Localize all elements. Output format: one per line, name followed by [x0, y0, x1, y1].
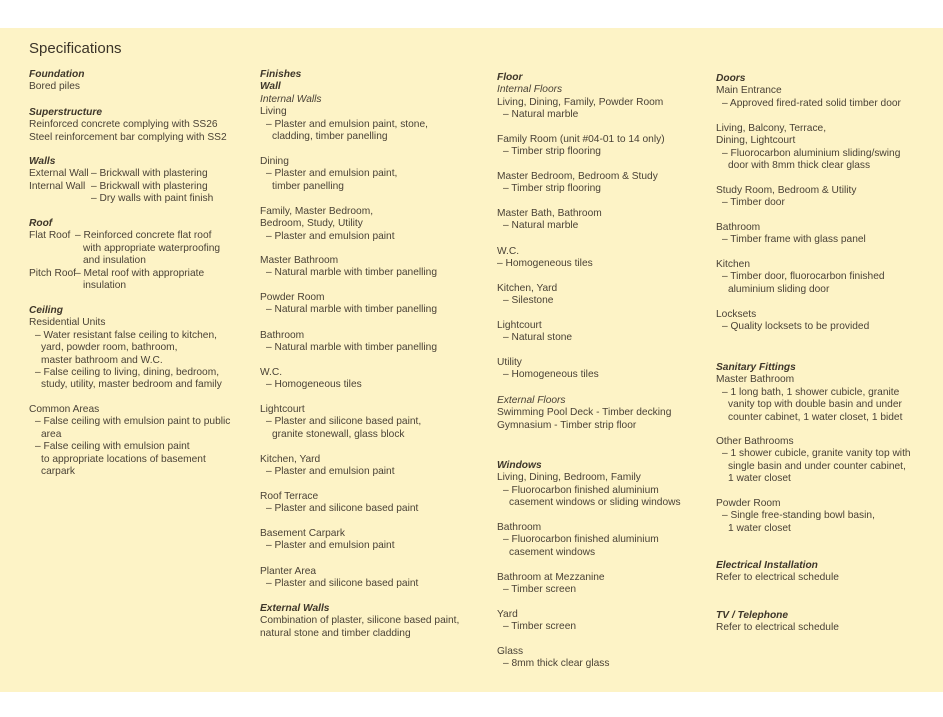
electrical-heading: Electrical Installation — [716, 560, 818, 571]
section-electrical — [716, 560, 839, 585]
finish-planter — [260, 566, 418, 591]
section-superstructure — [29, 107, 227, 144]
window-line: – Timber screen — [503, 584, 577, 596]
finish-roof-terrace — [260, 491, 418, 516]
room-label: Powder Room — [260, 292, 325, 303]
finishes-heading: Finishes — [260, 69, 302, 80]
sanitary-heading: Sanitary Fittings — [716, 362, 796, 373]
room-label: W.C. — [497, 246, 520, 257]
floor-family-room — [497, 134, 665, 159]
door-line: – Timber door — [722, 197, 785, 209]
door-line: – Timber frame with glass panel — [722, 234, 866, 246]
room-label: Yard — [497, 609, 518, 620]
floor-line: Gymnasium - Timber strip floor — [497, 419, 637, 431]
external-walls-heading: External Walls — [260, 603, 330, 614]
ceiling-line: – False ceiling to living, dining, bedroom, — [35, 367, 220, 379]
section-foundation — [29, 69, 84, 94]
superstructure-heading: Superstructure — [29, 107, 103, 118]
ceiling-line: – False ceiling with emulsion paint — [35, 441, 190, 453]
sanitary-other — [716, 436, 911, 486]
room-label: Master Bathroom — [716, 374, 795, 386]
finish-master-bathroom — [260, 255, 437, 280]
room-label: Master Bathroom — [260, 255, 339, 266]
finish-wc — [260, 367, 362, 392]
sanitary-powder — [716, 498, 875, 535]
ceiling-line: carpark — [41, 466, 75, 478]
window-mezzanine — [497, 572, 605, 597]
floor-line: – Homogeneous tiles — [497, 258, 593, 270]
door-line: – Fluorocarbon aluminium sliding/swing — [722, 147, 901, 159]
internal-walls-subheading: Internal Walls — [260, 93, 322, 105]
room-label: Dining, Lightcourt — [716, 135, 796, 147]
finish-family — [260, 206, 395, 243]
room-label: Living, Dining, Bedroom, Family — [497, 472, 641, 484]
window-yard — [497, 609, 576, 634]
room-label: Bathroom — [260, 330, 305, 341]
sanitary-line: counter cabinet, 1 water closet, 1 bidet — [728, 411, 903, 423]
room-label: Other Bathrooms — [716, 436, 794, 447]
finish-line: Combination of plaster, silicone based paint, — [260, 615, 460, 627]
finish-kitchen — [260, 454, 395, 479]
room-label: Bathroom — [716, 222, 761, 233]
section-doors — [716, 73, 901, 110]
door-kitchen — [716, 259, 885, 296]
finish-line: – Plaster and emulsion paint — [266, 466, 395, 478]
ceiling-line: study, utility, master bedroom and family — [41, 379, 222, 391]
room-label: W.C. — [260, 367, 283, 378]
internal-wall-text: – Dry walls with paint finish — [91, 193, 214, 205]
ceiling-line: – Water resistant false ceiling to kitchen, — [35, 329, 217, 341]
external-wall-text: – Brickwall with plastering — [91, 168, 208, 180]
room-label: Family Room (unit #04-01 to 14 only) — [497, 134, 665, 145]
finish-line: granite stonewall, glass block — [272, 428, 405, 440]
floor-master-bath — [497, 208, 602, 233]
section-windows — [497, 460, 681, 510]
floor-line: – Natural marble — [503, 220, 579, 232]
door-study — [716, 185, 856, 210]
room-label: Living — [260, 106, 287, 118]
external-wall-label: External Wall — [29, 168, 89, 180]
doors-heading: Doors — [716, 73, 746, 84]
flat-roof-text: and insulation — [83, 255, 146, 267]
sanitary-line: 1 water closet — [728, 522, 791, 534]
finish-line: cladding, timber panelling — [272, 131, 388, 143]
section-finishes — [260, 69, 428, 143]
foundation-heading: Foundation — [29, 69, 85, 80]
door-line: aluminium sliding door — [728, 283, 830, 295]
door-line: – Quality locksets to be provided — [722, 321, 870, 333]
pitch-roof-text: – Metal roof with appropriate — [75, 267, 205, 279]
window-glass — [497, 646, 609, 671]
sanitary-line: single basin and under counter cabinet, — [728, 460, 906, 472]
room-label: Utility — [497, 357, 522, 368]
ceiling-line: area — [41, 428, 62, 440]
pitch-roof-text: insulation — [83, 280, 127, 292]
section-sanitary — [716, 362, 902, 424]
pitch-roof-label: Pitch Roof — [29, 267, 76, 279]
ceiling-line: master bathroom and W.C. — [41, 354, 163, 366]
finish-line: – Plaster and silicone based paint — [266, 578, 419, 590]
section-floor — [497, 72, 663, 122]
finish-line: – Plaster and silicone based paint, — [266, 416, 422, 428]
window-line: – 8mm thick clear glass — [503, 658, 610, 670]
room-label: Living, Balcony, Terrace, — [716, 123, 827, 134]
finish-dining — [260, 156, 397, 193]
electrical-text: Refer to electrical schedule — [716, 572, 839, 584]
floor-line: – Natural marble — [503, 109, 579, 121]
foundation-text: Bored piles — [29, 81, 80, 93]
floor-lightcourt — [497, 320, 572, 345]
room-label: Powder Room — [716, 498, 781, 509]
window-line: – Fluorocarbon finished aluminium — [503, 484, 659, 496]
internal-floors-subheading: Internal Floors — [497, 84, 563, 96]
internal-wall-text: – Brickwall with plastering — [91, 180, 208, 192]
room-label: Kitchen — [716, 259, 750, 270]
window-line: casement windows — [509, 546, 596, 558]
finish-line: timber panelling — [272, 180, 344, 192]
section-roof — [29, 218, 220, 292]
sanitary-line: – Single free-standing bowl basin, — [722, 510, 875, 522]
door-line: door with 8mm thick clear glass — [728, 160, 871, 172]
internal-wall-label: Internal Wall — [29, 180, 86, 192]
section-common-areas — [29, 404, 230, 478]
finish-line: – Plaster and silicone based paint — [266, 503, 419, 515]
room-label: Roof Terrace — [260, 491, 319, 502]
section-walls — [29, 156, 213, 206]
finish-line: – Homogeneous tiles — [266, 379, 362, 391]
room-label: Bedroom, Study, Utility — [260, 218, 363, 230]
flat-roof-text: with appropriate waterproofing — [83, 242, 221, 254]
finish-lightcourt — [260, 404, 421, 441]
windows-heading: Windows — [497, 460, 542, 471]
floor-utility — [497, 357, 599, 382]
floor-wc — [497, 246, 593, 271]
sanitary-line: vanity top with double basin and under — [728, 399, 902, 411]
window-line: – Timber screen — [503, 621, 577, 633]
door-bathroom — [716, 222, 866, 247]
door-locksets — [716, 309, 869, 334]
floor-line: – Homogeneous tiles — [503, 369, 599, 381]
finish-line: – Natural marble with timber panelling — [266, 267, 438, 279]
ceiling-line: – False ceiling with emulsion paint to public — [35, 416, 231, 428]
finish-line: – Natural marble with timber panelling — [266, 342, 438, 354]
flat-roof-label: Flat Roof — [29, 230, 71, 242]
finish-line: – Plaster and emulsion paint, stone, — [266, 118, 428, 130]
door-line: – Timber door, fluorocarbon finished — [722, 271, 885, 283]
finish-external-walls — [260, 603, 459, 640]
room-label: Family, Master Bedroom, — [260, 206, 374, 217]
finish-line: – Plaster and emulsion paint — [266, 540, 395, 552]
sanitary-line: – 1 shower cubicle, granite vanity top with — [722, 448, 911, 460]
window-line: casement windows or sliding windows — [509, 497, 681, 509]
room-label: Main Entrance — [716, 85, 782, 97]
floor-line: – Silestone — [503, 295, 554, 307]
ceiling-line: to appropriate locations of basement — [41, 453, 206, 465]
room-label: Master Bath, Bathroom — [497, 208, 602, 219]
floor-line: – Natural stone — [503, 332, 573, 344]
room-label: Master Bedroom, Bedroom & Study — [497, 171, 658, 182]
room-label: Kitchen, Yard — [260, 454, 321, 465]
ceiling-subheading: Common Areas — [29, 404, 100, 415]
superstructure-line: Reinforced concrete complying with SS26 — [29, 119, 218, 131]
ceiling-heading: Ceiling — [29, 305, 63, 316]
tv-heading: TV / Telephone — [716, 610, 789, 621]
finish-line: – Plaster and emulsion paint, — [266, 168, 398, 180]
finish-line: – Plaster and emulsion paint — [266, 230, 395, 242]
door-line: – Approved fired-rated solid timber door — [722, 97, 901, 109]
room-label: Living, Dining, Family, Powder Room — [497, 96, 664, 108]
wall-subheading: Wall — [260, 81, 281, 93]
walls-heading: Walls — [29, 156, 56, 167]
ceiling-line: yard, powder room, bathroom, — [41, 342, 178, 354]
finish-carpark — [260, 528, 395, 553]
room-label: Lightcourt — [260, 404, 305, 415]
room-label: Locksets — [716, 309, 757, 320]
floor-external — [497, 395, 671, 432]
room-label: Glass — [497, 646, 524, 657]
floor-line: – Timber strip flooring — [503, 146, 601, 158]
finish-powder-room — [260, 292, 437, 317]
page-title: Specifications — [29, 40, 122, 57]
finish-bathroom — [260, 330, 437, 355]
floor-master-bedroom — [497, 171, 658, 196]
floor-line: – Timber strip flooring — [503, 183, 601, 195]
roof-heading: Roof — [29, 218, 53, 229]
section-ceiling — [29, 305, 222, 392]
door-living — [716, 123, 900, 173]
room-label: Study Room, Bedroom & Utility — [716, 185, 857, 196]
finish-line: natural stone and timber cladding — [260, 627, 411, 639]
specification-sheet — [0, 28, 943, 692]
window-bathroom — [497, 522, 659, 559]
floor-heading: Floor — [497, 72, 523, 83]
room-label: Kitchen, Yard — [497, 283, 558, 294]
tv-text: Refer to electrical schedule — [716, 622, 839, 634]
window-line: – Fluorocarbon finished aluminium — [503, 534, 659, 546]
sanitary-line: 1 water closet — [728, 473, 791, 485]
room-label: Lightcourt — [497, 320, 542, 331]
room-label: Planter Area — [260, 566, 317, 577]
sanitary-line: – 1 long bath, 1 shower cubicle, granite — [722, 386, 900, 398]
room-label: Bathroom at Mezzanine — [497, 572, 605, 583]
floor-line: Swimming Pool Deck - Timber decking — [497, 407, 672, 419]
floor-kitchen — [497, 283, 557, 308]
superstructure-line: Steel reinforcement bar complying with SS2 — [29, 131, 227, 143]
room-label: Bathroom — [497, 522, 542, 533]
ceiling-subheading: Residential Units — [29, 317, 106, 329]
finish-line: – Natural marble with timber panelling — [266, 304, 438, 316]
room-label: Basement Carpark — [260, 528, 345, 539]
room-label: Dining — [260, 156, 289, 167]
external-floors-subheading: External Floors — [497, 395, 566, 406]
flat-roof-text: – Reinforced concrete flat roof — [75, 230, 212, 242]
section-tv — [716, 610, 839, 635]
